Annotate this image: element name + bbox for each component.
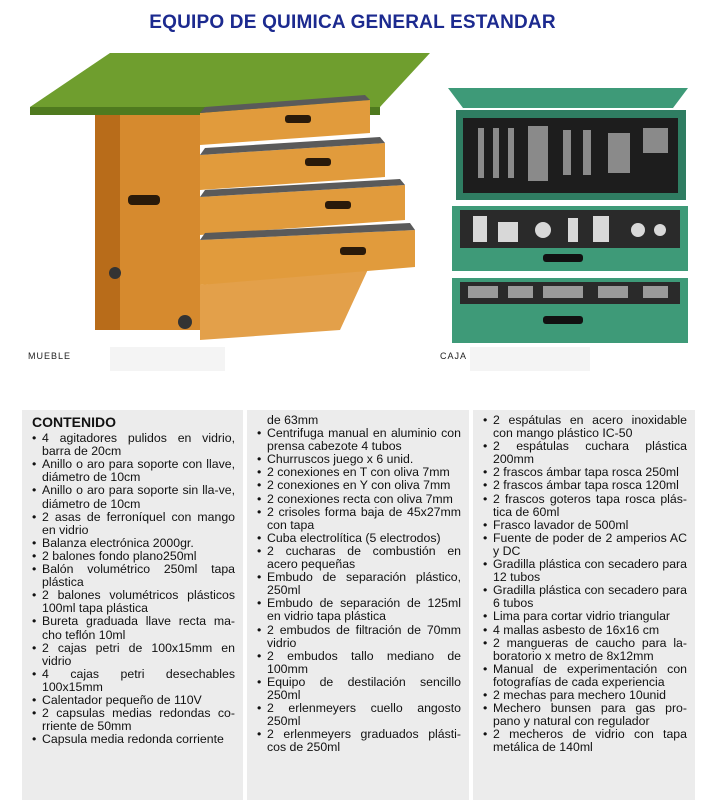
list-item: • 2 crisoles forma baja de 45x27mm con tapa [257,506,461,532]
list-item: • 4 mallas asbesto de 16x16 cm [483,624,687,637]
contents-column-3 [473,410,695,800]
list-item: • 2 erlenmeyers graduados plásti-cos de 250ml [257,728,461,754]
list-item: • 2 erlenmeyers cuello angosto 250ml [257,702,461,728]
list-item: • Gradilla plástica con secadero para 12 tubos [483,558,687,584]
list-item: • 4 agitadores pulidos en vidrio, barra de 20cm [32,432,235,458]
list-item: • Equipo de destilación sencillo 250ml [257,676,461,702]
list-item: • 2 frascos ámbar tapa rosca 120ml [483,479,687,492]
list-item: • Calentador pequeño de 110V [32,694,235,707]
list-item: • Cuba electrolítica (5 electrodos) [257,532,461,545]
list-item-continuation: de 63mm [267,413,319,427]
contents-column-1 [22,410,243,800]
list-item: • 2 cucharas de combustión en acero pequeñas [257,545,461,571]
list-item: • Fuente de poder de 2 amperios AC y DC [483,532,687,558]
list-item: • Bureta graduada llave recta ma-cho teflón 10ml [32,615,235,641]
list-item: • 2 frascos goteros tapa rosca plás-tica de 60ml [483,493,687,519]
caption-case: CAJA [440,351,468,361]
list-item: • Mechero bunsen para gas pro-pano y natural con regulador [483,702,687,728]
list-item: • 2 conexiones en T con oliva 7mm [257,466,461,479]
list-item: • 2 conexiones en Y con oliva 7mm [257,479,461,492]
list-item: • 2 mechas para mechero 10unid [483,689,687,702]
case-photo [448,88,693,346]
list-item: • Lima para cortar vidrio triangular [483,610,687,623]
caption-cabinet: MUEBLE [28,351,72,361]
list-item: • Churruscos juego x 6 unid. [257,453,461,466]
list-item: • Balanza electrónica 2000gr. [32,537,235,550]
list-item: • Embudo de separación plástico, 250ml [257,571,461,597]
list-item: • 2 frascos ámbar tapa rosca 250ml [483,466,687,479]
list-item: • Gradilla plástica con secadero para 6 tubos [483,584,687,610]
list-item: • Balón volumétrico 250ml tapa plástica [32,563,235,589]
list-item: • 2 embudos de filtración de 70mm vidrio [257,624,461,650]
list-item: • 2 cajas petri de 100x15mm en vidrio [32,642,235,668]
list-item: • 4 cajas petri desechables 100x15mm [32,668,235,694]
list-item: • 2 embudos tallo mediano de 100mm [257,650,461,676]
list-item: • 2 capsulas medias redondas co-rriente de 50mm [32,707,235,733]
list-item: • Embudo de separación de 125ml en vidrio tapa plástica [257,597,461,623]
page-title: EQUIPO DE QUIMICA GENERAL ESTANDAR [149,12,556,33]
list-item: • Capsula media redonda corriente [32,733,235,746]
list-item: • 2 balones fondo plano250ml [32,550,235,563]
list-item: • 2 espátulas en acero inoxidable con mango plástico IC-50 [483,414,687,440]
list-item: • 2 mangueras de caucho para la-boratorio x metro de 8x12mm [483,637,687,663]
contents-column-2 [247,410,469,800]
list-item: • Manual de experimentación con fotografías de cada experiencia [483,663,687,689]
cabinet-photo [20,45,440,345]
list-item: • 2 asas de ferroníquel con mango en vidrio [32,511,235,537]
list-item: • Anillo o aro para soporte con llave, diámetro de 10cm [32,458,235,484]
list-item: • Anillo o aro para soporte sin lla-ve, diámetro de 10cm [32,484,235,510]
list-item: • 2 mecheros de vidrio con tapa metálica de 140ml [483,728,687,754]
list-item: • 2 balones volumétricos plásticos 100ml tapa plástica [32,589,235,615]
list-item: • Frasco lavador de 500ml [483,519,687,532]
list-item: • Centrifuga manual en aluminio con prensa cabezote 4 tubos [257,427,461,453]
contents-heading: CONTENIDO [32,414,116,430]
list-item: • 2 conexiones recta con oliva 7mm [257,493,461,506]
list-item: • 2 espátulas cuchara plástica 200mm [483,440,687,466]
